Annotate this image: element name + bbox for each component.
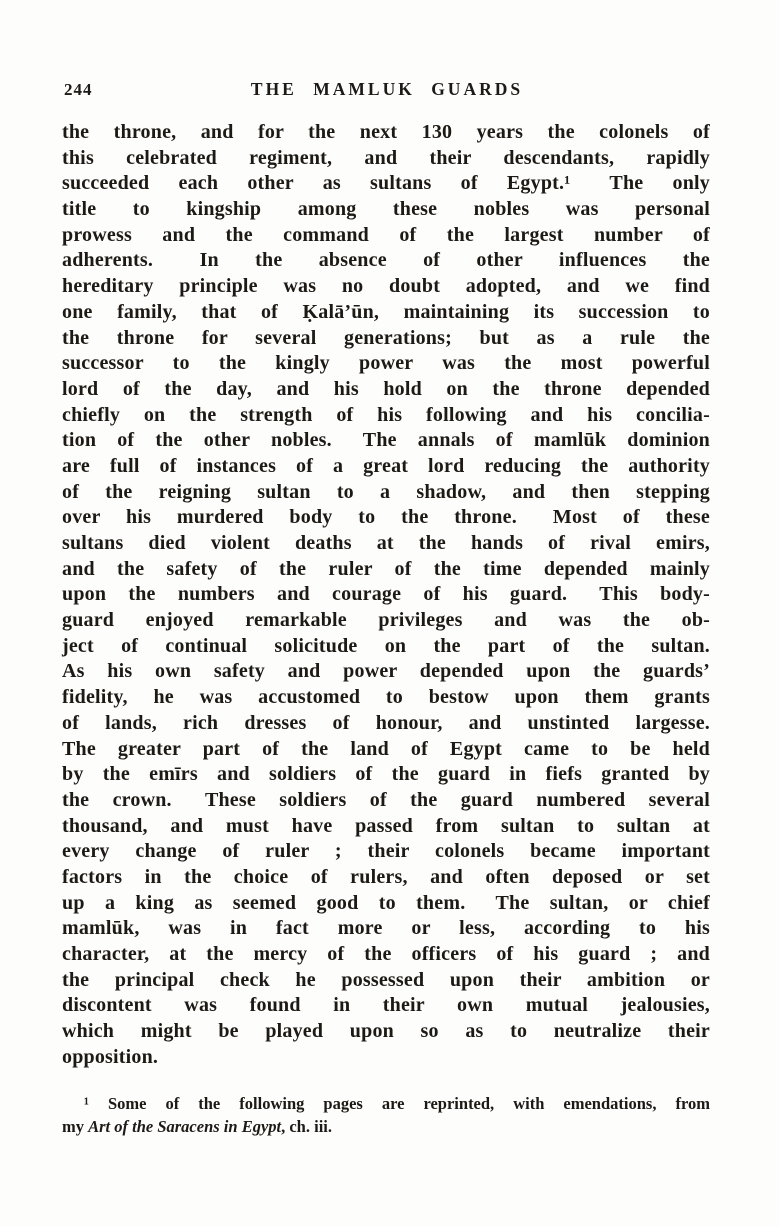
- footnote-text: my: [62, 1117, 89, 1136]
- text-line: the throne for several generations; but as a rule the: [62, 326, 710, 349]
- text-line: every change of ruler ; their colonels became important: [62, 840, 710, 863]
- text-line: up a king as seemed good to them. The sultan, or chief: [62, 891, 710, 914]
- text-line: the throne, and for the next 130 years the colonels of: [62, 121, 710, 143]
- footnote: [62, 1092, 710, 1138]
- text-line: title to kingship among these nobles was personal: [62, 198, 710, 221]
- text-line: are full of instances of a great lord reducing the authority: [62, 454, 710, 477]
- text-line: successor to the kingly power was the most powerful: [62, 352, 710, 375]
- text-line: the crown. These soldiers of the guard numbered several: [62, 788, 710, 811]
- text-line: The greater part of the land of Egypt came to be held: [62, 737, 710, 760]
- text-line: by the emīrs and soldiers of the guard in fiefs granted by: [62, 763, 710, 786]
- footnote-line: [62, 1115, 710, 1138]
- text-line: character, at the mercy of the officers of his guard ; and: [62, 943, 710, 965]
- text-line: one family, that of Ḳalā’ūn, maintaining its succession to: [62, 300, 710, 323]
- footnote-text: , ch. iii.: [281, 1117, 332, 1136]
- text-line: sultans died violent deaths at the hands of rival emirs,: [62, 532, 710, 554]
- text-line: discontent was found in their own mutual jealousies,: [62, 994, 710, 1017]
- text-line: tion of the other nobles. The annals of mamlūk dominion: [62, 429, 710, 452]
- book-title-italic: Art of the Saracens in Egypt: [88, 1117, 282, 1136]
- text-line: succeeded each other as sultans of Egypt.¹ The only: [62, 172, 710, 195]
- text-line: hereditary principle was no doubt adopted, and we find: [62, 275, 710, 298]
- text-line: upon the numbers and courage of his guard. This body-: [62, 583, 710, 606]
- text-line: guard enjoyed remarkable privileges and was the ob-: [62, 609, 710, 632]
- text-line: and the safety of the ruler of the time depended mainly: [62, 557, 710, 580]
- text-line: lord of the day, and his hold on the throne depended: [62, 377, 710, 400]
- text-line: opposition.: [62, 1045, 159, 1068]
- text-line: over his murdered body to the throne. Most of these: [62, 506, 710, 529]
- text-line: As his own safety and power depended upon the guards’: [62, 660, 710, 683]
- text-line: ject of continual solicitude on the part of the sultan.: [62, 634, 710, 657]
- text-line: adherents. In the absence of other influences the: [62, 249, 710, 272]
- text-line: this celebrated regiment, and their descendants, rapidly: [62, 146, 710, 169]
- text-line: which might be played upon so as to neutralize their: [62, 1020, 710, 1043]
- text-line: mamlūk, was in fact more or less, according to his: [62, 917, 710, 940]
- text-line: thousand, and must have passed from sultan to sultan at: [62, 814, 710, 837]
- body-paragraph: [62, 120, 710, 1070]
- text-line: of lands, rich dresses of honour, and unstinted largesse.: [62, 711, 710, 734]
- running-title: THE MAMLUK GUARDS: [250, 79, 524, 99]
- page-header: [62, 79, 712, 101]
- text-line: prowess and the command of the largest number of: [62, 223, 710, 246]
- text-line: fidelity, he was accustomed to bestow upon them grants: [62, 686, 710, 709]
- text-line: factors in the choice of rulers, and often deposed or set: [62, 865, 710, 888]
- page-number: 244: [64, 80, 93, 99]
- text-line: the principal check he possessed upon their ambition or: [62, 968, 710, 991]
- footnote-line: ¹ Some of the following pages are reprinted, with emendations, from: [84, 1094, 710, 1113]
- text-line: of the reigning sultan to a shadow, and then stepping: [62, 480, 710, 503]
- text-line: chiefly on the strength of his following and his concilia-: [62, 403, 710, 426]
